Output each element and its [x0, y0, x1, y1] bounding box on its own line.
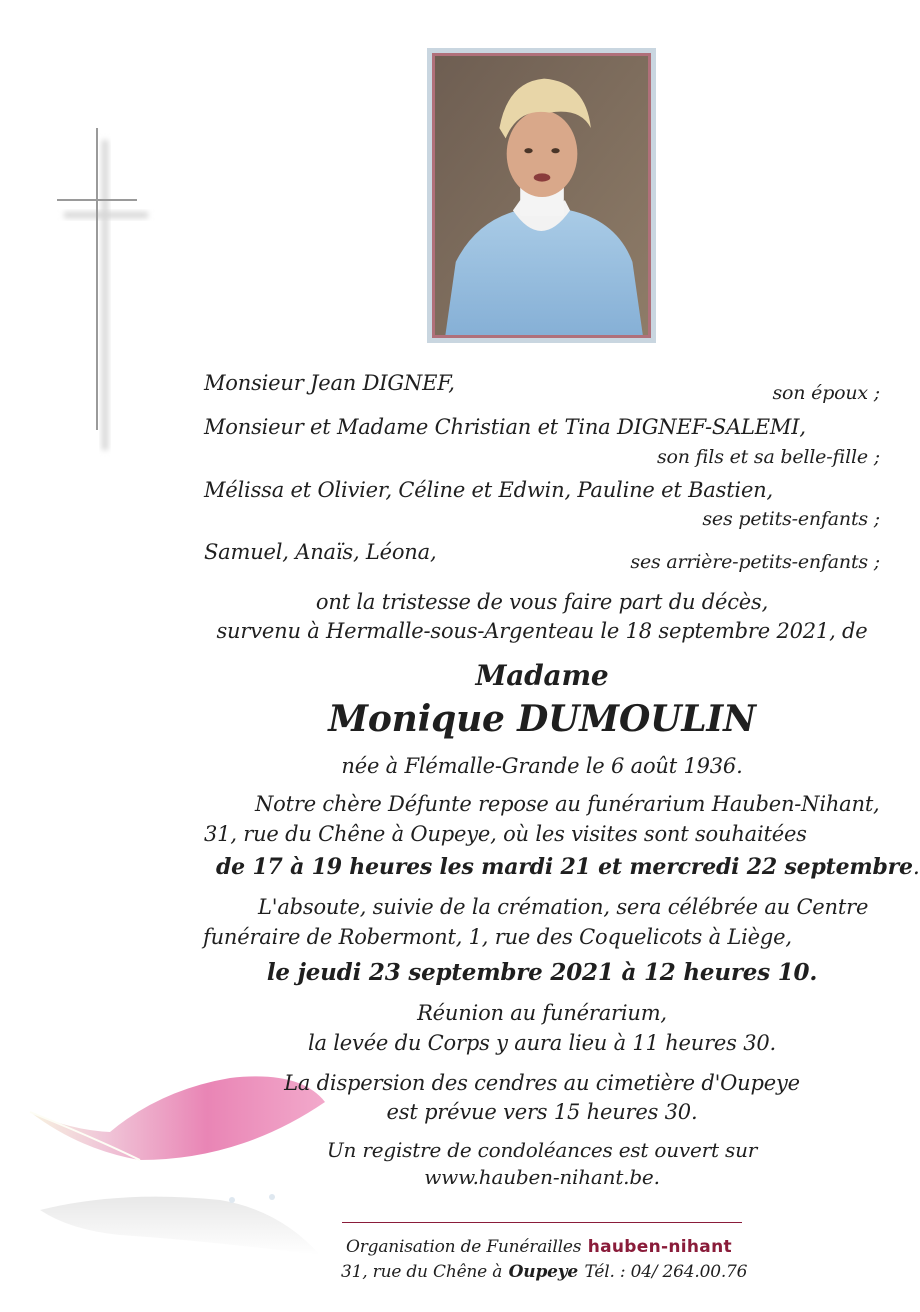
- deceased-name: Monique DUMOULIN: [328, 698, 756, 740]
- family-relation-son: son fils et sa belle-fille ;: [656, 446, 880, 468]
- ashes-line-1: La dispersion des cendres au cimetière d'Oupeye: [284, 1071, 800, 1095]
- footer-address-prefix: 31, rue du Chêne à: [341, 1262, 503, 1282]
- footer-org-prefix: Organisation de Funérailles: [346, 1237, 582, 1257]
- portrait-photo: [432, 53, 651, 338]
- meeting-line-2: la levée du Corps y aura lieu à 11 heures 30.: [307, 1031, 776, 1055]
- footer-divider: [342, 1222, 742, 1223]
- visits-line-3-end: .: [912, 855, 920, 880]
- ashes-line-2: est prévue vers 15 heures 30.: [386, 1100, 698, 1124]
- portrait-photo-frame: [427, 48, 656, 343]
- cross-icon: [40, 120, 170, 460]
- footer-organisation: [346, 1233, 732, 1257]
- family-name-grandchildren: Mélissa et Olivier, Céline et Edwin, Pauline et Bastien,: [204, 478, 773, 502]
- deceased-title: Madame: [475, 659, 609, 692]
- family-relation-grandchildren: ses petits-enfants ;: [702, 508, 880, 530]
- announcement-line-1: ont la tristesse de vous faire part du décès,: [315, 590, 769, 614]
- brand-logo: hauben-nihant: [587, 1237, 732, 1257]
- visits-times: [216, 854, 920, 880]
- family-relation-great-grandchildren: ses arrière-petits-enfants ;: [630, 551, 880, 573]
- register-line-1: Un registre de condoléances est ouvert sur: [326, 1138, 758, 1162]
- family-name-son: Monsieur et Madame Christian et Tina DIGNEF-SALEMI,: [204, 415, 806, 439]
- meeting-line-1: Réunion au funérarium,: [417, 1001, 667, 1025]
- deceased-birth: née à Flémalle-Grande le 6 août 1936.: [341, 754, 743, 778]
- family-relation-spouse: son époux ;: [772, 382, 880, 404]
- ceremony-line-2: funéraire de Robermont, 1, rue des Coquelicots à Liège,: [203, 925, 792, 949]
- footer-address: [341, 1258, 747, 1282]
- visits-line-1: Notre chère Défunte repose au funérarium Hauben-Nihant,: [255, 792, 880, 816]
- family-name-spouse: Monsieur Jean DIGNEF,: [204, 371, 455, 395]
- footer-city: Oupeye: [508, 1262, 579, 1282]
- visits-line-3: de 17 à 19 heures les mardi 21 et mercredi 22 septembre: [216, 854, 913, 880]
- footer-phone: Tél. : 04/ 264.00.76: [584, 1262, 748, 1282]
- family-name-great-grandchildren: Samuel, Anaïs, Léona,: [204, 540, 437, 564]
- visits-line-2: 31, rue du Chêne à Oupeye, où les visites sont souhaitées: [204, 822, 807, 846]
- register-website-link[interactable]: www.hauben-nihant.be.: [424, 1165, 660, 1189]
- ceremony-line-1: L'absoute, suivie de la crémation, sera célébrée au Centre: [258, 895, 869, 919]
- ceremony-line-3: le jeudi 23 septembre 2021 à 12 heures 10.: [266, 959, 818, 986]
- announcement-line-2: survenu à Hermalle-sous-Argenteau le 18 septembre 2021, de: [216, 619, 868, 643]
